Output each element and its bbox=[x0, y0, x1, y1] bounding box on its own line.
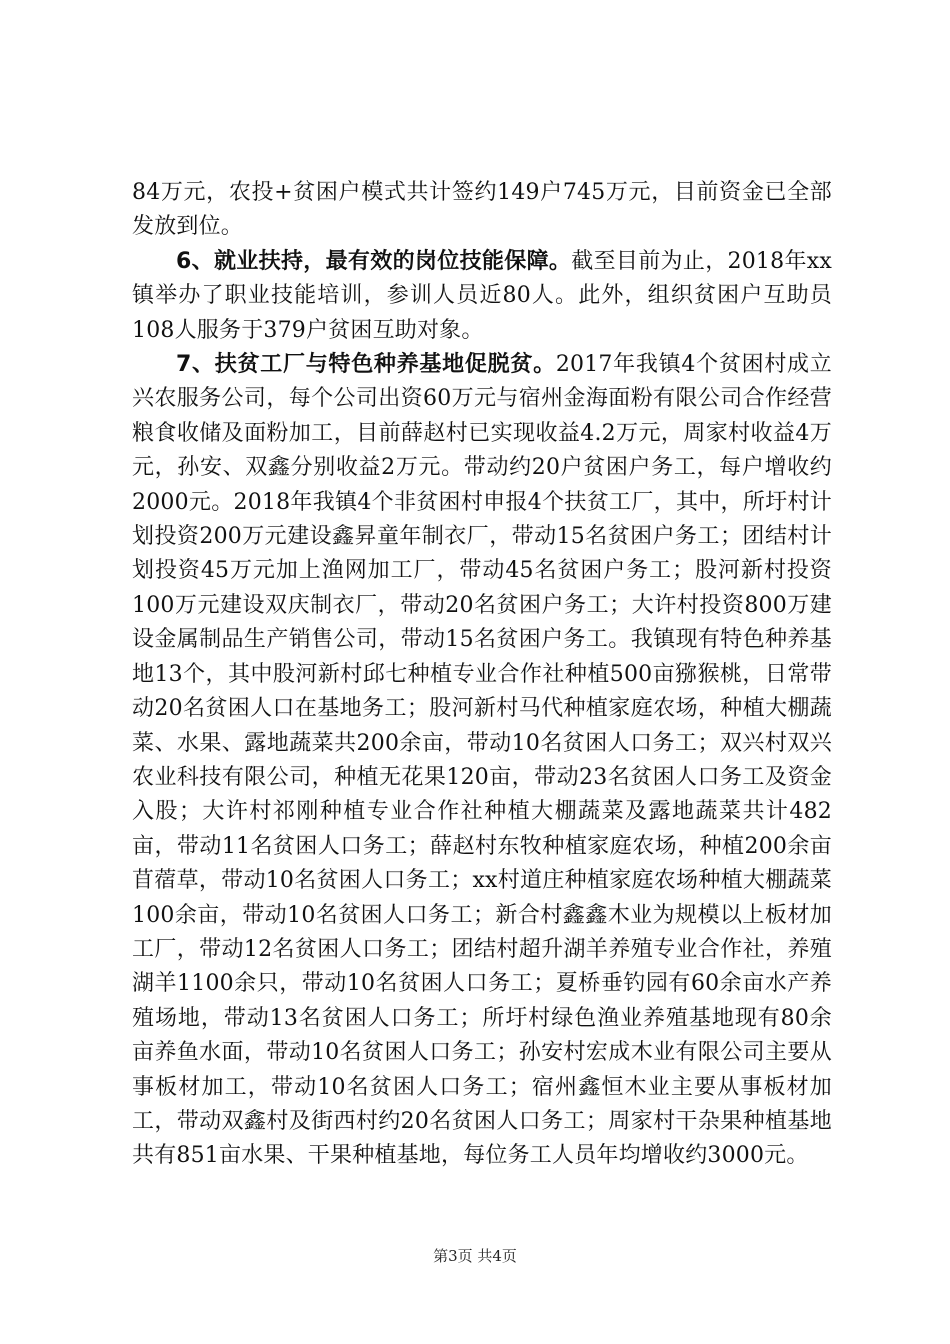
page-footer bbox=[0, 1245, 950, 1266]
paragraph-text: 2017年我镇4个贫困村成立兴农服务公司，每个公司出资60万元与宿州金海面粉有限公司合作经营粮食收储及面粉加工，目前薛赵村已实现收益4.2万元，周家村收益4万元，孙安、双鑫分别收益2万元。带动约20户贫困户务工，每户增收约2000元。2018年我镇4个非贫困村申报4个扶贫工厂，其中，所圩村计划投资200万元建设鑫昇童年制衣厂，带动15名贫困户务工；团结村计划投资45万元加上渔网加工厂，带动45名贫困户务工；股河新村投资100万元建设双庆制衣厂，带动20名贫困户务工；大许村投资800万建设金属制品生产销售公司，带动15名贫困户务工。我镇现有特色种养基地13个，其中股河新村邱七种植专业合作社种植500亩猕猴桃，日常带动20名贫困人口在基地务工；股河新村马代种植家庭农场，种植大棚蔬菜、水果、露地蔬菜共200余亩，带动10名贫困人口务工；双兴村双兴农业科技有限公司，种植无花果120亩，带动23名贫困人口务工及资金入股；大许村祁刚种植专业合作社种植大棚蔬菜及露地蔬菜共计482亩，带动11名贫困人口务工；薛赵村东牧种植家庭农场，种植200余亩苜蓿草，带动10名贫困人口务工；xx村道庄种植家庭农场种植大棚蔬菜100余亩，带动10名贫困人口务工；新合村鑫鑫木业为规模以上板材加工厂，带动12名贫困人口务工；团结村超升湖羊养殖专业合作社，养殖湖羊1100余只，带动10名贫困人口务工；夏桥垂钓园有60余亩水产养殖场地，带动13名贫困人口务工；所圩村绿色渔业养殖基地现有80余亩养鱼水面，带动10名贫困人口务工；孙安村宏成木业有限公司主要从事板材加工，带动10名贫困人口务工；宿州鑫恒木业主要从事板材加工，带动双鑫村及街西村约20名贫困人口务工；周家村干杂果种植基地共有851亩水果、干果种植基地，每位务工人员年均增收约3000元。 bbox=[132, 352, 832, 1169]
paragraph-heading: 6、就业扶持，最有效的岗位技能保障。 bbox=[176, 248, 572, 274]
paragraph-continuation bbox=[132, 176, 832, 245]
paragraph-heading: 7、扶贫工厂与特色种养基地促脱贫。 bbox=[176, 352, 556, 378]
paragraph-employment-support bbox=[132, 245, 832, 348]
paragraph-poverty-factories bbox=[132, 348, 832, 1174]
document-body bbox=[132, 176, 832, 1174]
page-number-label: 第3页 共4页 bbox=[433, 1247, 517, 1265]
paragraph-text: 截至目前为止，2018年xx镇举办了职业技能培训，参训人员近80人。此外，组织贫困户互助员108人服务于379户贫困互助对象。 bbox=[132, 248, 832, 343]
paragraph-text: 84万元，农投+贫困户模式共计签约149户745万元，目前资金已全部发放到位。 bbox=[132, 180, 832, 240]
